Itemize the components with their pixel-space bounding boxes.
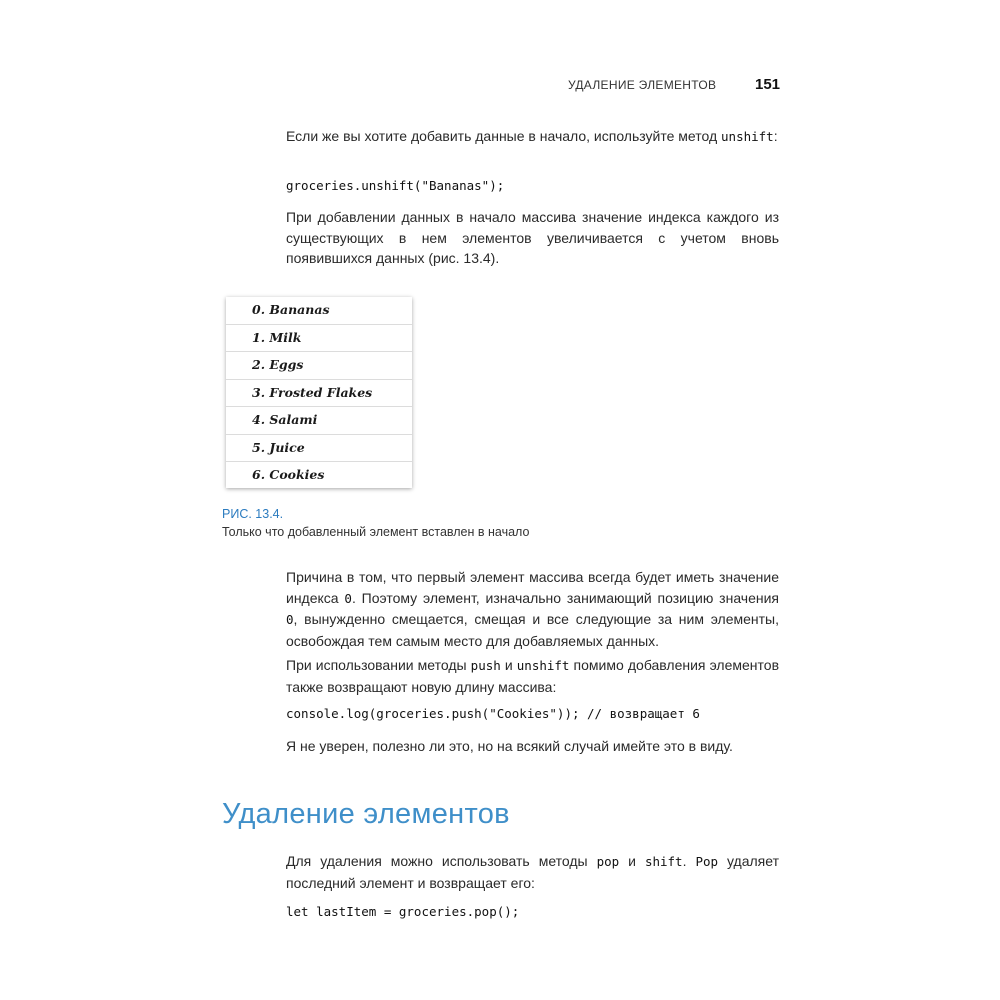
- list-item: 1. Milk: [226, 325, 412, 353]
- list-item: 3. Frosted Flakes: [226, 380, 412, 408]
- paragraph-push-unshift: [286, 655, 779, 697]
- figure-label: РИС. 13.4.: [222, 507, 284, 521]
- paragraph-unshift-intro: [286, 126, 779, 148]
- running-title: УДАЛЕНИЕ ЭЛЕМЕНТОВ: [568, 78, 717, 92]
- inline-code-unshift: unshift: [721, 129, 774, 144]
- figure-caption: Только что добавленный элемент вставлен в начало: [222, 525, 530, 539]
- inline-code-zero: 0: [286, 612, 294, 627]
- paragraph-text: Если же вы хотите добавить данные в начало, используйте метод: [286, 128, 718, 144]
- inline-code-zero: 0: [344, 590, 352, 606]
- paragraph-text: удаляет последний элемент и возвращает его:: [286, 853, 779, 891]
- paragraph-text: .: [682, 853, 696, 869]
- list-item: 2. Eggs: [226, 352, 412, 380]
- list-item: 4. Salami: [226, 407, 412, 435]
- paragraph-text: , вынужденно смещается, смещая и все следующие за ним элементы, освобождая тем самым место для добавляемых данных.: [286, 611, 779, 649]
- figure-grocery-list: [226, 297, 412, 488]
- grocery-list: [226, 297, 412, 489]
- paragraph-text: При использовании методы: [286, 657, 471, 673]
- code-example-push: console.log(groceries.push("Cookies")); // возвращает 6: [286, 706, 700, 721]
- code-example-unshift: groceries.unshift("Bananas");: [286, 178, 505, 193]
- paragraph-text: Причина в том, что первый элемент массива всегда будет иметь значение индекса: [286, 569, 779, 606]
- paragraph-text: . Поэтому элемент, изначально занимающий позицию значения: [351, 589, 780, 606]
- section-heading: Удаление элементов: [222, 798, 510, 830]
- list-item: 6. Cookies: [252, 467, 325, 482]
- inline-code-unshift: unshift: [516, 658, 570, 673]
- paragraph-first-index: [286, 567, 779, 651]
- page-number: 151: [755, 76, 781, 93]
- paragraph-index-shift: При добавлении данных в начало массива значение индекса каждого из существующих в нем элементов увеличивается с учетом вновь появившихся данных (рис. 13.4).: [286, 209, 779, 266]
- paragraph-text: Для удаления можно использовать методы: [286, 853, 597, 869]
- paragraph-text: и: [619, 853, 645, 869]
- inline-code-push: push: [470, 658, 501, 673]
- list-item: 5. Juice: [226, 435, 412, 463]
- paragraph-note: Я не уверен, полезно ли это, но на всякий случай имейте это в виду.: [286, 738, 733, 754]
- paragraph-text: помимо добавления элементов также возвращают новую длину массива:: [286, 657, 780, 695]
- inline-code-pop-capital: Pop: [695, 854, 719, 869]
- paragraph-text: и: [500, 657, 517, 673]
- paragraph-punctuation: :: [773, 128, 778, 144]
- code-example-pop: let lastItem = groceries.pop();: [286, 904, 520, 919]
- list-item: 0. Bananas: [226, 297, 412, 325]
- inline-code-shift: shift: [644, 854, 683, 869]
- inline-code-pop: pop: [596, 854, 620, 869]
- paragraph-pop-shift: [286, 851, 779, 893]
